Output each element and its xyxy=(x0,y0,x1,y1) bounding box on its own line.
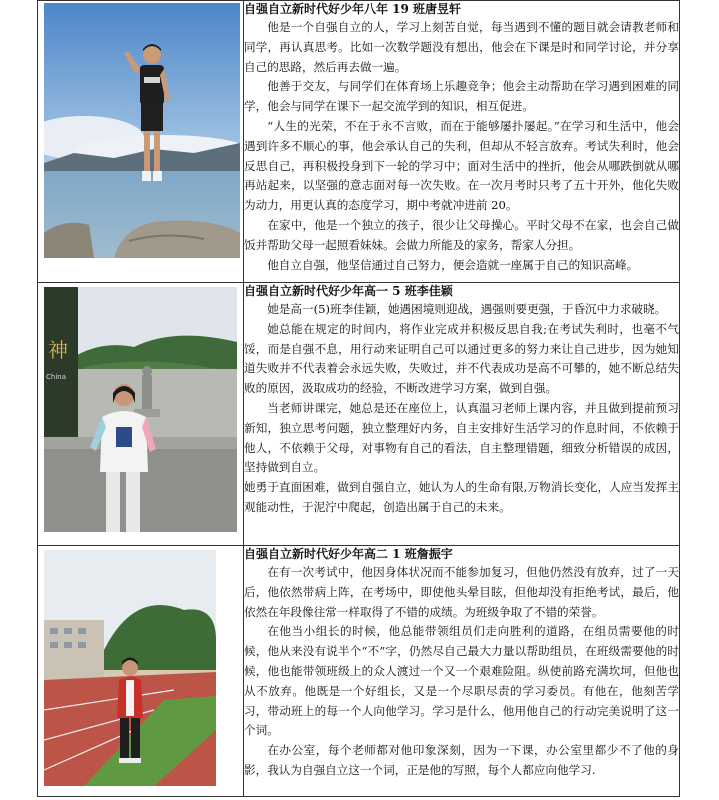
student-photo-track xyxy=(44,550,216,786)
profile-paragraph: 在家中，他是一个独立的孩子，很少让父母操心。平时父母不在家，也会自己做饭并帮助父母一起照看妹妹。会做力所能及的家务，帮家人分担。 xyxy=(244,217,679,252)
profile-paragraph: 当老师讲课完，她总是还在座位上，认真温习老师上课内容，并且做到提前预习新知，独立思考问题，独立整理好内务，自主安排好生活学习的作息时间，不依赖于他人，不依赖于父母，对事物有自己的看法，自主整理错题，细致分析错误的成因，坚持做到自立。 xyxy=(244,400,679,475)
profile-paragraph: 在有一次考试中，他因身体状况而不能参加复习，但他仍然没有放弃，过了一天后，他依然带病上阵，在考场中，即使他头晕目眩，但他却没有拒绝考试，最后，他依然在年段像往常一样取得了不错的成绩。为班级争取了不错的荣誉。 xyxy=(244,565,679,619)
photo-cell xyxy=(38,283,244,546)
profile-paragraph: 他自立自强，他坚信通过自己努力，便会造就一座属于自己的知识高峰。 xyxy=(267,257,639,272)
photo-cell xyxy=(38,546,244,797)
profile-title: 自强自立新时代好少年高一 5 班李佳颖 xyxy=(244,284,453,298)
photo-cell xyxy=(38,1,244,283)
sign-caption: China xyxy=(46,373,66,381)
profile-row xyxy=(38,546,680,797)
profile-title: 自强自立新时代好少年高二 1 班詹振宇 xyxy=(244,547,453,561)
profile-row xyxy=(38,283,680,546)
profile-text-cell xyxy=(244,283,680,546)
profile-paragraph: 在他当小组长的时候，他总能带领组员们走向胜利的道路，在组员需要他的时候，他从来没有说半个“不”字，仍然尽自己最大力量以帮助组员，在班级需要他的时候，他也能带领班级上的众人渡过一个又一个艰难险阻。纵使前路充满坎坷，但他也从不放弃。他既是一个好组长，又是一个尽职尽责的学习委员。有他在，他刻苦学习，带动班上的每一个人向他学习。学习是什么，他用他自己的行动完美说明了这一个词。 xyxy=(244,624,679,738)
profile-paragraph: 她是高一(5)班李佳颖，她遇困境则迎战，遇强则要更强，于昏沉中力求破晓。 xyxy=(267,302,667,316)
profile-text-cell xyxy=(244,546,680,797)
student-photo-statue xyxy=(44,287,237,532)
profile-row xyxy=(38,1,680,283)
sign-character: 神 xyxy=(48,338,68,362)
profile-paragraph: 他是一个自强自立的人，学习上刻苦自觉，每当遇到不懂的题目就会请教老师和同学，再认真思考。比如一次数学题没有想出，他会在下课是时和同学讨论，并分享自己的思路，然后再去做一遍。 xyxy=(244,20,679,74)
profile-paragraph: 她总能在规定的时间内，将作业完成并积极反思自我;在考试失利时，也毫不气馁，而是自强不息，用行动来证明自己可以通过更多的努力来让自己进步，因为她知道失败并不代表着会永远失败，失败过，并不代表成功是高不可攀的，她不断总结失败的原因，汲取成功的经验，不断改进学习方案，做到自强。 xyxy=(244,321,679,396)
profile-paragraph: 在办公室，每个老师都对他印象深刻，因为一下课，办公室里都少不了他的身影，我认为自强自立这一个词，正是他的写照，每个人都应向他学习. xyxy=(244,743,679,777)
profiles-sheet xyxy=(37,0,680,796)
profile-paragraph: 她勇于直面困难，做到自强自立，她认为人的生命有限,万物消长变化，人应当发挥主观能动性，于泥泞中爬起，创造出属于自己的未来。 xyxy=(244,480,679,514)
profiles-table xyxy=(37,0,680,797)
profile-text-cell xyxy=(244,1,680,283)
profile-paragraph: “人生的光荣，不在于永不言败，而在于能够屡扑屡起。”在学习和生活中，他会遇到许多不顺心的事，他会承认自己的失利，但却从不轻言放弃。考试失利时，他会反思自己，再积极投身到下一轮的学习中；面对生活中的挫折，他会从哪跌倒就从哪再站起来，以坚强的意志面对每一次失败。在一次月考时只考了五十开外，他化失败为动力，用更认真的态度学习，期中考就冲进前 20。 xyxy=(244,118,679,213)
profile-paragraph: 他善于交友，与同学们在体育场上乐趣竞争；他会主动帮助在学习遇到困难的同学，他会与同学在课下一起交流学到的知识，相互促进。 xyxy=(244,79,679,114)
student-photo-lake xyxy=(44,3,240,258)
profile-title: 自强自立新时代好少年八年 19 班唐昱轩 xyxy=(244,2,462,16)
